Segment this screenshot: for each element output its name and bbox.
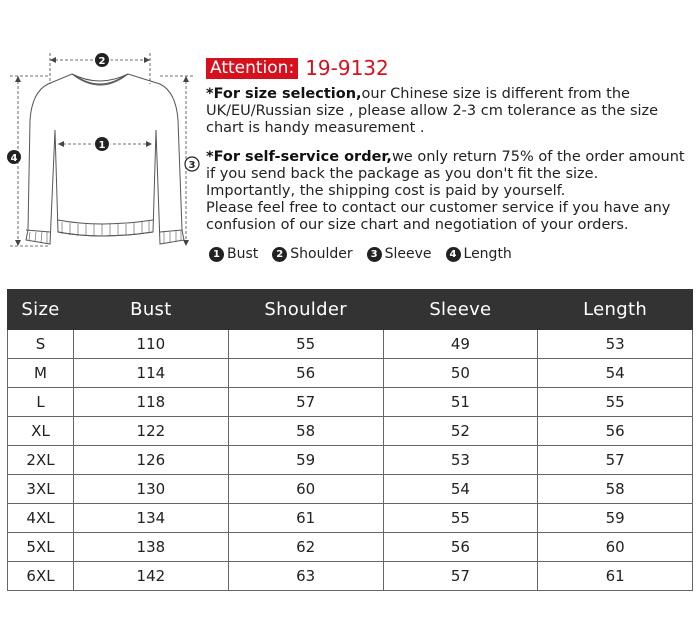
marker-shoulder: [95, 53, 109, 67]
cell-sleeve: 57: [383, 562, 538, 591]
header-sleeve: Sleeve: [383, 290, 538, 330]
cell-size: 2XL: [8, 446, 74, 475]
attention-badge: Attention:: [206, 58, 298, 79]
cell-size: 6XL: [8, 562, 74, 591]
marker-bust: [95, 137, 109, 151]
table-header-row: [8, 290, 693, 330]
legend-item-sleeve: [367, 246, 432, 262]
size-selection-text: our Chinese size is different from the UK/EU/Russian size , please allow 2-3 cm tolerance as the size chart is handy measurement .: [206, 86, 659, 136]
cell-shoulder: 59: [228, 446, 383, 475]
cell-bust: 134: [74, 504, 229, 533]
legend-item-shoulder: [272, 246, 352, 262]
cell-sleeve: 52: [383, 417, 538, 446]
cell-length: 59: [538, 504, 693, 533]
legend-number: 3: [367, 247, 382, 262]
legend-number: 2: [272, 247, 287, 262]
table-row: [8, 475, 693, 504]
legend-label: Bust: [227, 246, 259, 262]
cell-length: 57: [538, 446, 693, 475]
cell-shoulder: 55: [228, 330, 383, 359]
cell-sleeve: 49: [383, 330, 538, 359]
cell-shoulder: 62: [228, 533, 383, 562]
legend-number: 1: [209, 247, 224, 262]
cell-sleeve: 54: [383, 475, 538, 504]
cell-size: L: [8, 388, 74, 417]
table-row: [8, 562, 693, 591]
cell-size: 5XL: [8, 533, 74, 562]
cell-size: 4XL: [8, 504, 74, 533]
table-row: [8, 504, 693, 533]
table-row: [8, 330, 693, 359]
header-shoulder: Shoulder: [228, 290, 383, 330]
svg-text:4: 4: [10, 153, 18, 164]
marker-sleeve: [185, 157, 199, 171]
cell-bust: 142: [74, 562, 229, 591]
self-service-note: [206, 149, 694, 234]
sweater-collar: [72, 74, 128, 85]
size-selection-lead: *For size selection,: [206, 86, 362, 102]
cell-sleeve: 50: [383, 359, 538, 388]
table-row: [8, 359, 693, 388]
cell-size: M: [8, 359, 74, 388]
cell-bust: 118: [74, 388, 229, 417]
svg-text:3: 3: [188, 160, 196, 171]
contact-service-text: Please feel free to contact our customer service if you have any confusion of our size chart and negotiation of your orders.: [206, 200, 671, 233]
shipping-cost-text: Importantly, the shipping cost is paid by yourself.: [206, 183, 566, 199]
legend-label: Sleeve: [384, 246, 432, 262]
cell-shoulder: 58: [228, 417, 383, 446]
cell-sleeve: 53: [383, 446, 538, 475]
cell-size: 3XL: [8, 475, 74, 504]
cell-length: 55: [538, 388, 693, 417]
self-service-lead: *For self-service order,: [206, 149, 392, 165]
size-selection-note: [206, 86, 694, 137]
svg-text:1: 1: [98, 140, 106, 151]
sweater-measurement-diagram: [0, 40, 200, 265]
cell-bust: 130: [74, 475, 229, 504]
legend-number: 4: [446, 247, 461, 262]
cell-length: 56: [538, 417, 693, 446]
measurement-legend: [209, 246, 526, 262]
svg-text:2: 2: [98, 56, 106, 67]
legend-label: Length: [463, 246, 512, 262]
cell-sleeve: 55: [383, 504, 538, 533]
legend-item-bust: [209, 246, 258, 262]
cell-sleeve: 51: [383, 388, 538, 417]
table-row: [8, 417, 693, 446]
cell-size: S: [8, 330, 74, 359]
marker-length: [7, 150, 21, 164]
cell-shoulder: 61: [228, 504, 383, 533]
cell-size: XL: [8, 417, 74, 446]
sweater-outline: [26, 74, 184, 244]
size-chart-table: [7, 289, 693, 591]
cell-bust: 122: [74, 417, 229, 446]
product-code: 19-9132: [305, 56, 389, 80]
cell-sleeve: 56: [383, 533, 538, 562]
cell-shoulder: 60: [228, 475, 383, 504]
size-table-body: [8, 330, 693, 591]
cell-shoulder: 56: [228, 359, 383, 388]
cell-length: 60: [538, 533, 693, 562]
cell-length: 58: [538, 475, 693, 504]
legend-item-length: [446, 246, 512, 262]
header-bust: Bust: [74, 290, 229, 330]
cell-shoulder: 63: [228, 562, 383, 591]
self-service-text: we only return 75% of the order amount if you send back the package as you don't fit the size.: [206, 149, 685, 182]
cell-bust: 110: [74, 330, 229, 359]
cell-shoulder: 57: [228, 388, 383, 417]
table-row: [8, 446, 693, 475]
cell-length: 61: [538, 562, 693, 591]
header-length: Length: [538, 290, 693, 330]
cell-bust: 114: [74, 359, 229, 388]
cell-length: 53: [538, 330, 693, 359]
header-size: Size: [8, 290, 74, 330]
cell-length: 54: [538, 359, 693, 388]
cell-bust: 126: [74, 446, 229, 475]
table-row: [8, 533, 693, 562]
table-row: [8, 388, 693, 417]
cell-bust: 138: [74, 533, 229, 562]
attention-header: [206, 56, 389, 80]
legend-label: Shoulder: [290, 246, 353, 262]
